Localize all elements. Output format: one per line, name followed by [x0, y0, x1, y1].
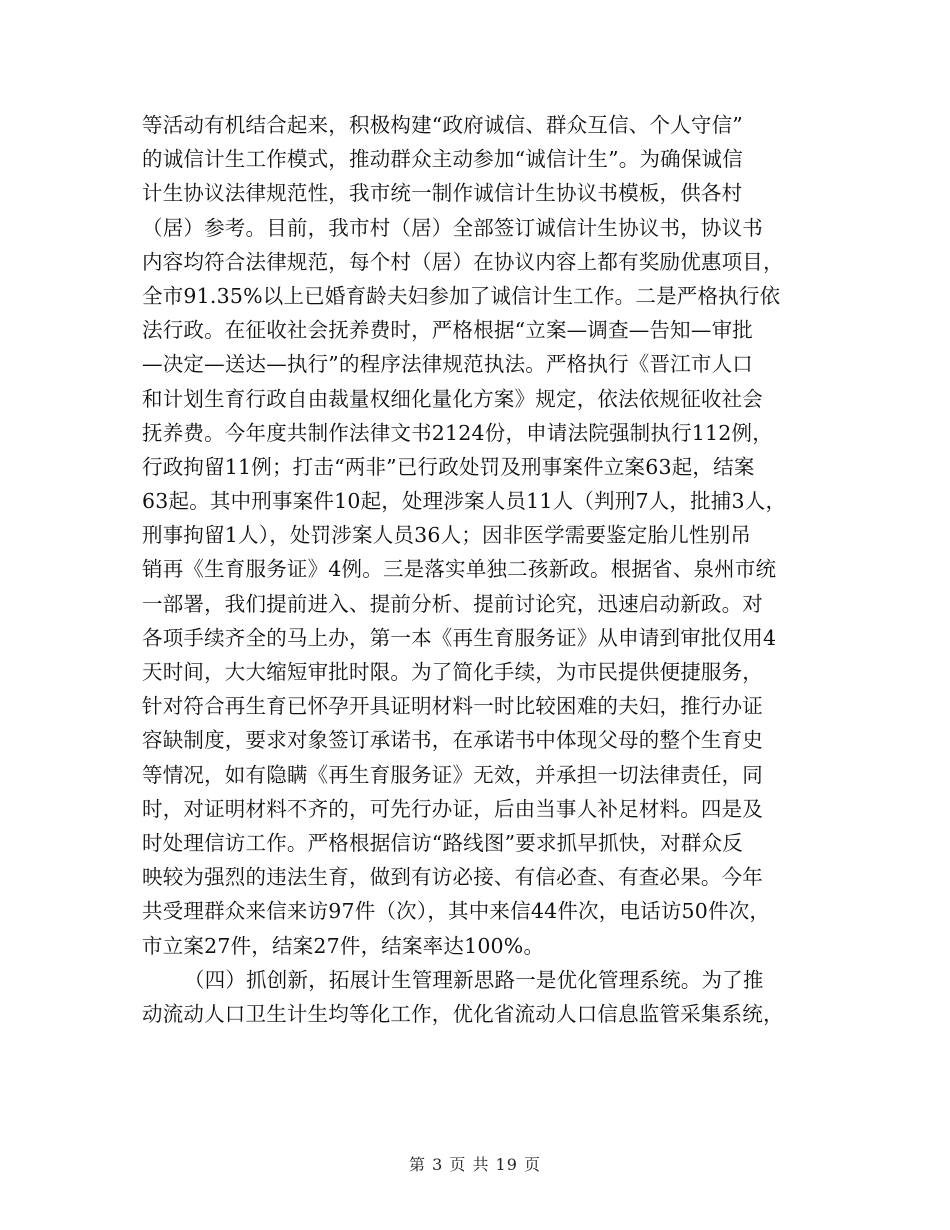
text-line: 针对符合再生育已怀孕开具证明材料一时比较困难的夫妇，推行办证 — [142, 694, 763, 719]
text-line: 等活动有机结合起来，积极构建“政府诚信、群众互信、个人守信” — [142, 113, 743, 137]
text-line: 天时间，大大缩短审批时限。为了简化手续，为市民提供便捷服务， — [142, 660, 763, 684]
text-line: 行政拘留11例；打击“两非”已行政处罚及刑事案件立案63起，结案 — [142, 454, 755, 479]
text-line: 抚养费。今年度共制作法律文书2124份，申请法院强制执行112例， — [142, 420, 773, 445]
text-line: 容缺制度，要求对象签订承诺书，在承诺书中体现父母的整个生育史 — [142, 728, 763, 753]
text-line: 共受理群众来信来访97件（次），其中来信44件次，电话访50件次， — [142, 899, 771, 924]
text-line: 等情况，如有隐瞒《再生育服务证》无效，并承担一切法律责任，同 — [142, 762, 763, 787]
section-heading-line: （四）抓创新，拓展计生管理新思路一是优化管理系统。为了推 — [184, 967, 764, 992]
text-line: 动流动人口卫生计生均等化工作，优化省流动人口信息监管采集系统， — [142, 1001, 784, 1026]
text-line: 各项手续齐全的马上办，第一本《再生育服务证》从申请到审批仅用4 — [142, 625, 777, 650]
page-footer: 第 3 页 共 19 页 — [409, 1155, 541, 1174]
text-line: （居）参考。目前，我市村（居）全部签订诚信计生协议书，协议书 — [142, 215, 763, 240]
text-line: 63起。其中刑事案件10起，处理涉案人员11人（判刑7人，批捕3人， — [142, 489, 787, 514]
text-line: 时，对证明材料不齐的，可先行办证，后由当事人补足材料。四是及 — [142, 796, 763, 821]
text-line: 的诚信计生工作模式，推动群众主动参加“诚信计生”。为确保诚信 — [142, 147, 743, 172]
text-line: —决定—送达—执行”的程序法律规范执法。严格执行《晋江市人口 — [142, 352, 753, 377]
body-text — [142, 108, 832, 1031]
text-line: 市立案27件，结案27件，结案率达100%。 — [142, 933, 545, 958]
text-line: 全市91.35%以上已婚育龄夫妇参加了诚信计生工作。二是严格执行依 — [142, 283, 781, 308]
text-line: 时处理信访工作。严格根据信访“路线图”要求抓早抓快，对群众反 — [142, 830, 743, 855]
text-line: 销再《生育服务证》4例。三是落实单独二孩新政。根据省、泉州市统 — [142, 557, 777, 582]
text-line: 刑事拘留1人），处罚涉案人员36人；因非医学需要鉴定胎儿性别吊 — [142, 523, 752, 548]
text-line: 内容均符合法律规范，每个村（居）在协议内容上都有奖励优惠项目， — [142, 249, 784, 274]
text-line: 计生协议法律规范性，我市统一制作诚信计生协议书模板，供各村 — [142, 181, 743, 206]
text-line: 法行政。在征收社会抚养费时，严格根据“立案—调查—告知—审批 — [142, 318, 753, 343]
text-line: 和计划生育行政自由裁量权细化量化方案》规定，依法依规征收社会 — [142, 386, 763, 411]
text-line: 一部署，我们提前进入、提前分析、提前讨论究，迅速启动新政。对 — [142, 591, 763, 616]
text-line: 映较为强烈的违法生育，做到有访必接、有信必查、有查必果。今年 — [142, 865, 763, 890]
